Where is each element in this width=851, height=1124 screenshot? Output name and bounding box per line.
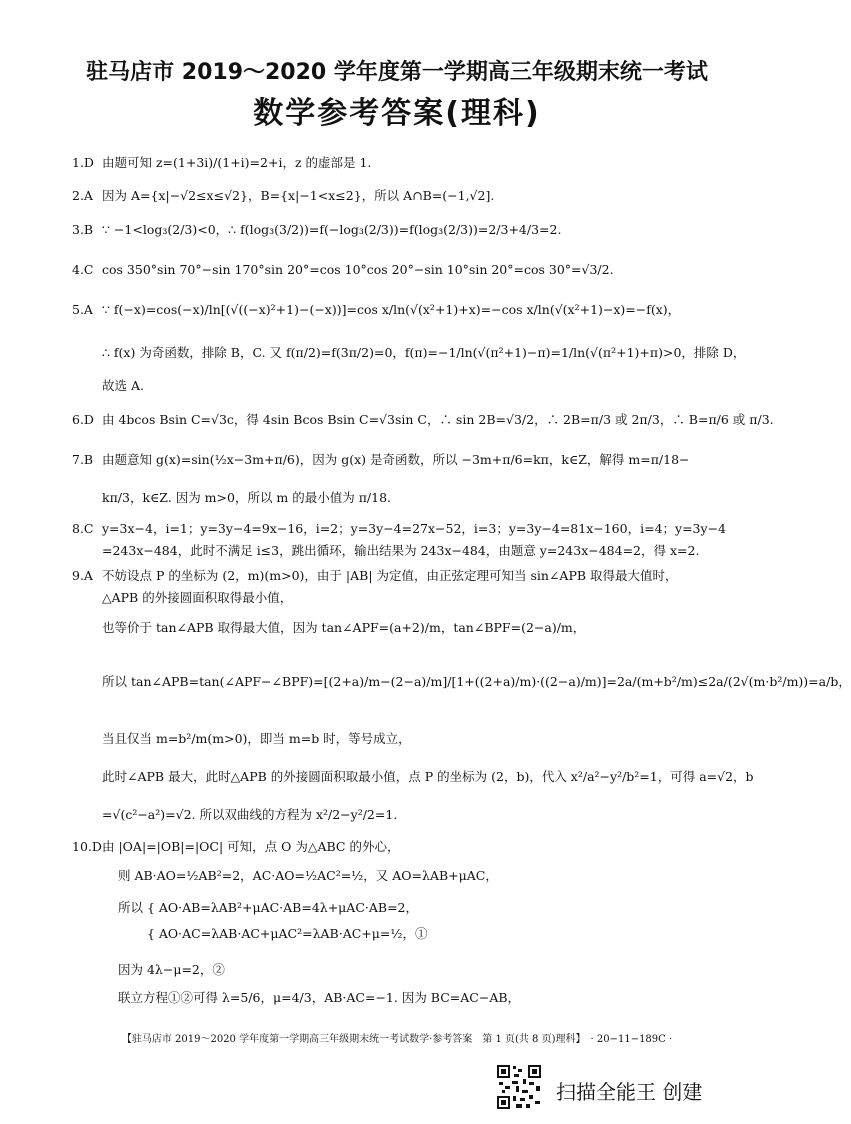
answer-text: kπ/3，k∈Z. 因为 m>0，所以 m 的最小值为 π/18. <box>102 490 392 505</box>
answer-line <box>72 620 752 636</box>
answer-text: 故选 A. <box>102 378 144 393</box>
answer-text: 由题可知 z=(1+3i)/(1+i)=2+i，z 的虚部是 1. <box>102 155 372 170</box>
answer-text: { AO·AC=λAB·AC+μAC²=λAB·AC+μ=½，① <box>118 926 428 941</box>
answer-number: 1.D <box>72 155 94 170</box>
answer-text: 由 4bcos Bsin C=√3c，得 4sin Bcos Bsin C=√3sin C，∴ sin 2B=√3/2，∴ 2B=π/3 或 2π/3，∴ B=π/6 或 π/3. <box>102 412 774 427</box>
answer-text: 由 |OA|=|OB|=|OC| 可知，点 O 为△ABC 的外心， <box>102 839 400 854</box>
answer-line <box>88 990 752 1006</box>
answer-text: 因为 A={x|−√2≤x≤√2}，B={x|−1<x≤2}，所以 A∩B=(−1,√2]. <box>102 188 495 203</box>
answer-text: 此时∠APB 最大，此时△APB 的外接圆面积取最小值，点 P 的坐标为 (2，b)，代入 x²/a²−y²/b²=1，可得 a=√2，b <box>102 769 754 784</box>
answer-text: ∵ f(−x)=cos(−x)/ln[(√((−x)²+1)−(−x))]=cos x/ln(√(x²+1)+x)=−cos x/ln(√(x²+1)−x)=−f(x)， <box>102 302 681 317</box>
answer-line <box>72 378 752 394</box>
answer-line <box>72 222 752 238</box>
answer-number: 3.B <box>72 222 94 237</box>
answer-text: 所以 { AO·AB=λAB²+μAC·AB=4λ+μAC·AB=2， <box>118 900 419 915</box>
answer-text: 也等价于 tan∠APB 取得最大值，因为 tan∠APF=(a+2)/m，tan∠BPF=(2−a)/m， <box>102 620 586 635</box>
answer-line <box>72 807 752 823</box>
answer-line <box>72 452 752 468</box>
answer-number: 4.C <box>72 262 94 277</box>
answer-line <box>72 674 851 690</box>
answer-line <box>88 868 752 884</box>
answer-line <box>72 490 752 506</box>
answer-text: 联立方程①②可得 λ=5/6，μ=4/3，AB·AC=−1. 因为 BC=AC−AB， <box>118 990 521 1005</box>
answer-text: 因为 4λ−μ=2，② <box>118 962 225 977</box>
answer-text: 则 AB·AO=½AB²=2，AC·AO=½AC²=½，又 AO=λAB+μAC， <box>118 868 498 883</box>
answer-line <box>72 155 752 171</box>
answer-line <box>72 521 752 537</box>
answer-line <box>72 839 752 855</box>
answer-line <box>88 900 752 916</box>
answer-number: 2.A <box>72 188 93 203</box>
answer-number: 6.D <box>72 412 94 427</box>
answer-text: 由题意知 g(x)=sin(½x−3m+π/6)，因为 g(x) 是奇函数，所以 −3m+π/6=kπ，k∈Z，解得 m=π/18− <box>102 452 690 467</box>
page-footer: 【驻马店市 2019～2020 学年度第一学期高三年级期末统一考试数学·参考答案 第 1 页(共 8 页)理科】 · 20−11−189C · <box>121 1034 673 1045</box>
exam-title: 驻马店市 2019～2020 学年度第一学期高三年级期末统一考试 <box>86 60 708 85</box>
scanner-watermark: 扫描全能王 创建 <box>556 1080 703 1104</box>
answer-number: 9.A <box>72 568 93 583</box>
answer-text: ∴ f(x) 为奇函数，排除 B，C. 又 f(π/2)=f(3π/2)=0，f(π)=−1/ln(√(π²+1)−π)=1/ln(√(π²+1)+π)>0，排除 D， <box>102 345 746 360</box>
answer-line <box>72 188 752 204</box>
answer-line <box>72 345 752 361</box>
answer-line <box>72 568 752 584</box>
answer-line <box>72 412 774 428</box>
answer-line <box>72 590 752 606</box>
answer-line <box>88 962 752 978</box>
answer-line <box>88 926 752 942</box>
answer-number: 5.A <box>72 302 93 317</box>
answer-text: cos 350°sin 70°−sin 170°sin 20°=cos 10°cos 20°−sin 10°sin 20°=cos 30°=√3/2. <box>102 262 614 277</box>
answer-text: ∵ −1<log₃(2/3)<0，∴ f(log₃(3/2))=f(−log₃(2/3))=f(log₃(2/3))=2/3+4/3=2. <box>102 222 562 237</box>
answer-text: 不妨设点 P 的坐标为 (2，m)(m>0)，由于 |AB| 为定值，由正弦定理可知当 sin∠APB 取得最大值时， <box>102 568 678 583</box>
answer-text: △APB 的外接圆面积取得最小值， <box>102 590 293 605</box>
answer-line <box>72 302 752 318</box>
answer-text: =√(c²−a²)=√2. 所以双曲线的方程为 x²/2−y²/2=1. <box>102 807 398 822</box>
answer-text: 当且仅当 m=b²/m(m>0)，即当 m=b 时，等号成立， <box>102 731 411 746</box>
answer-number: 10.D <box>72 839 102 854</box>
answer-number: 7.B <box>72 452 94 467</box>
answer-line <box>72 543 752 559</box>
answer-line <box>72 769 752 785</box>
answer-line <box>72 262 752 278</box>
qr-code-icon <box>496 1064 542 1110</box>
answer-text: 所以 tan∠APB=tan(∠APF−∠BPF)=[(2+a)/m−(2−a)/m]/[1+((2+a)/m)·((2−a)/m)]=2a/(m+b²/m)≤2a/(2√(m·b²/m))=a/b， <box>102 674 851 689</box>
answer-number: 8.C <box>72 521 94 536</box>
answer-text: y=3x−4，i=1；y=3y−4=9x−16，i=2；y=3y−4=27x−52，i=3；y=3y−4=81x−160，i=4；y=3y−4 <box>102 521 726 536</box>
document-subtitle: 数学参考答案(理科) <box>253 96 541 131</box>
answer-text: =243x−484，此时不满足 i≤3，跳出循环，输出结果为 243x−484，由题意 y=243x−484=2，得 x=2. <box>102 543 700 558</box>
answer-line <box>72 731 752 747</box>
